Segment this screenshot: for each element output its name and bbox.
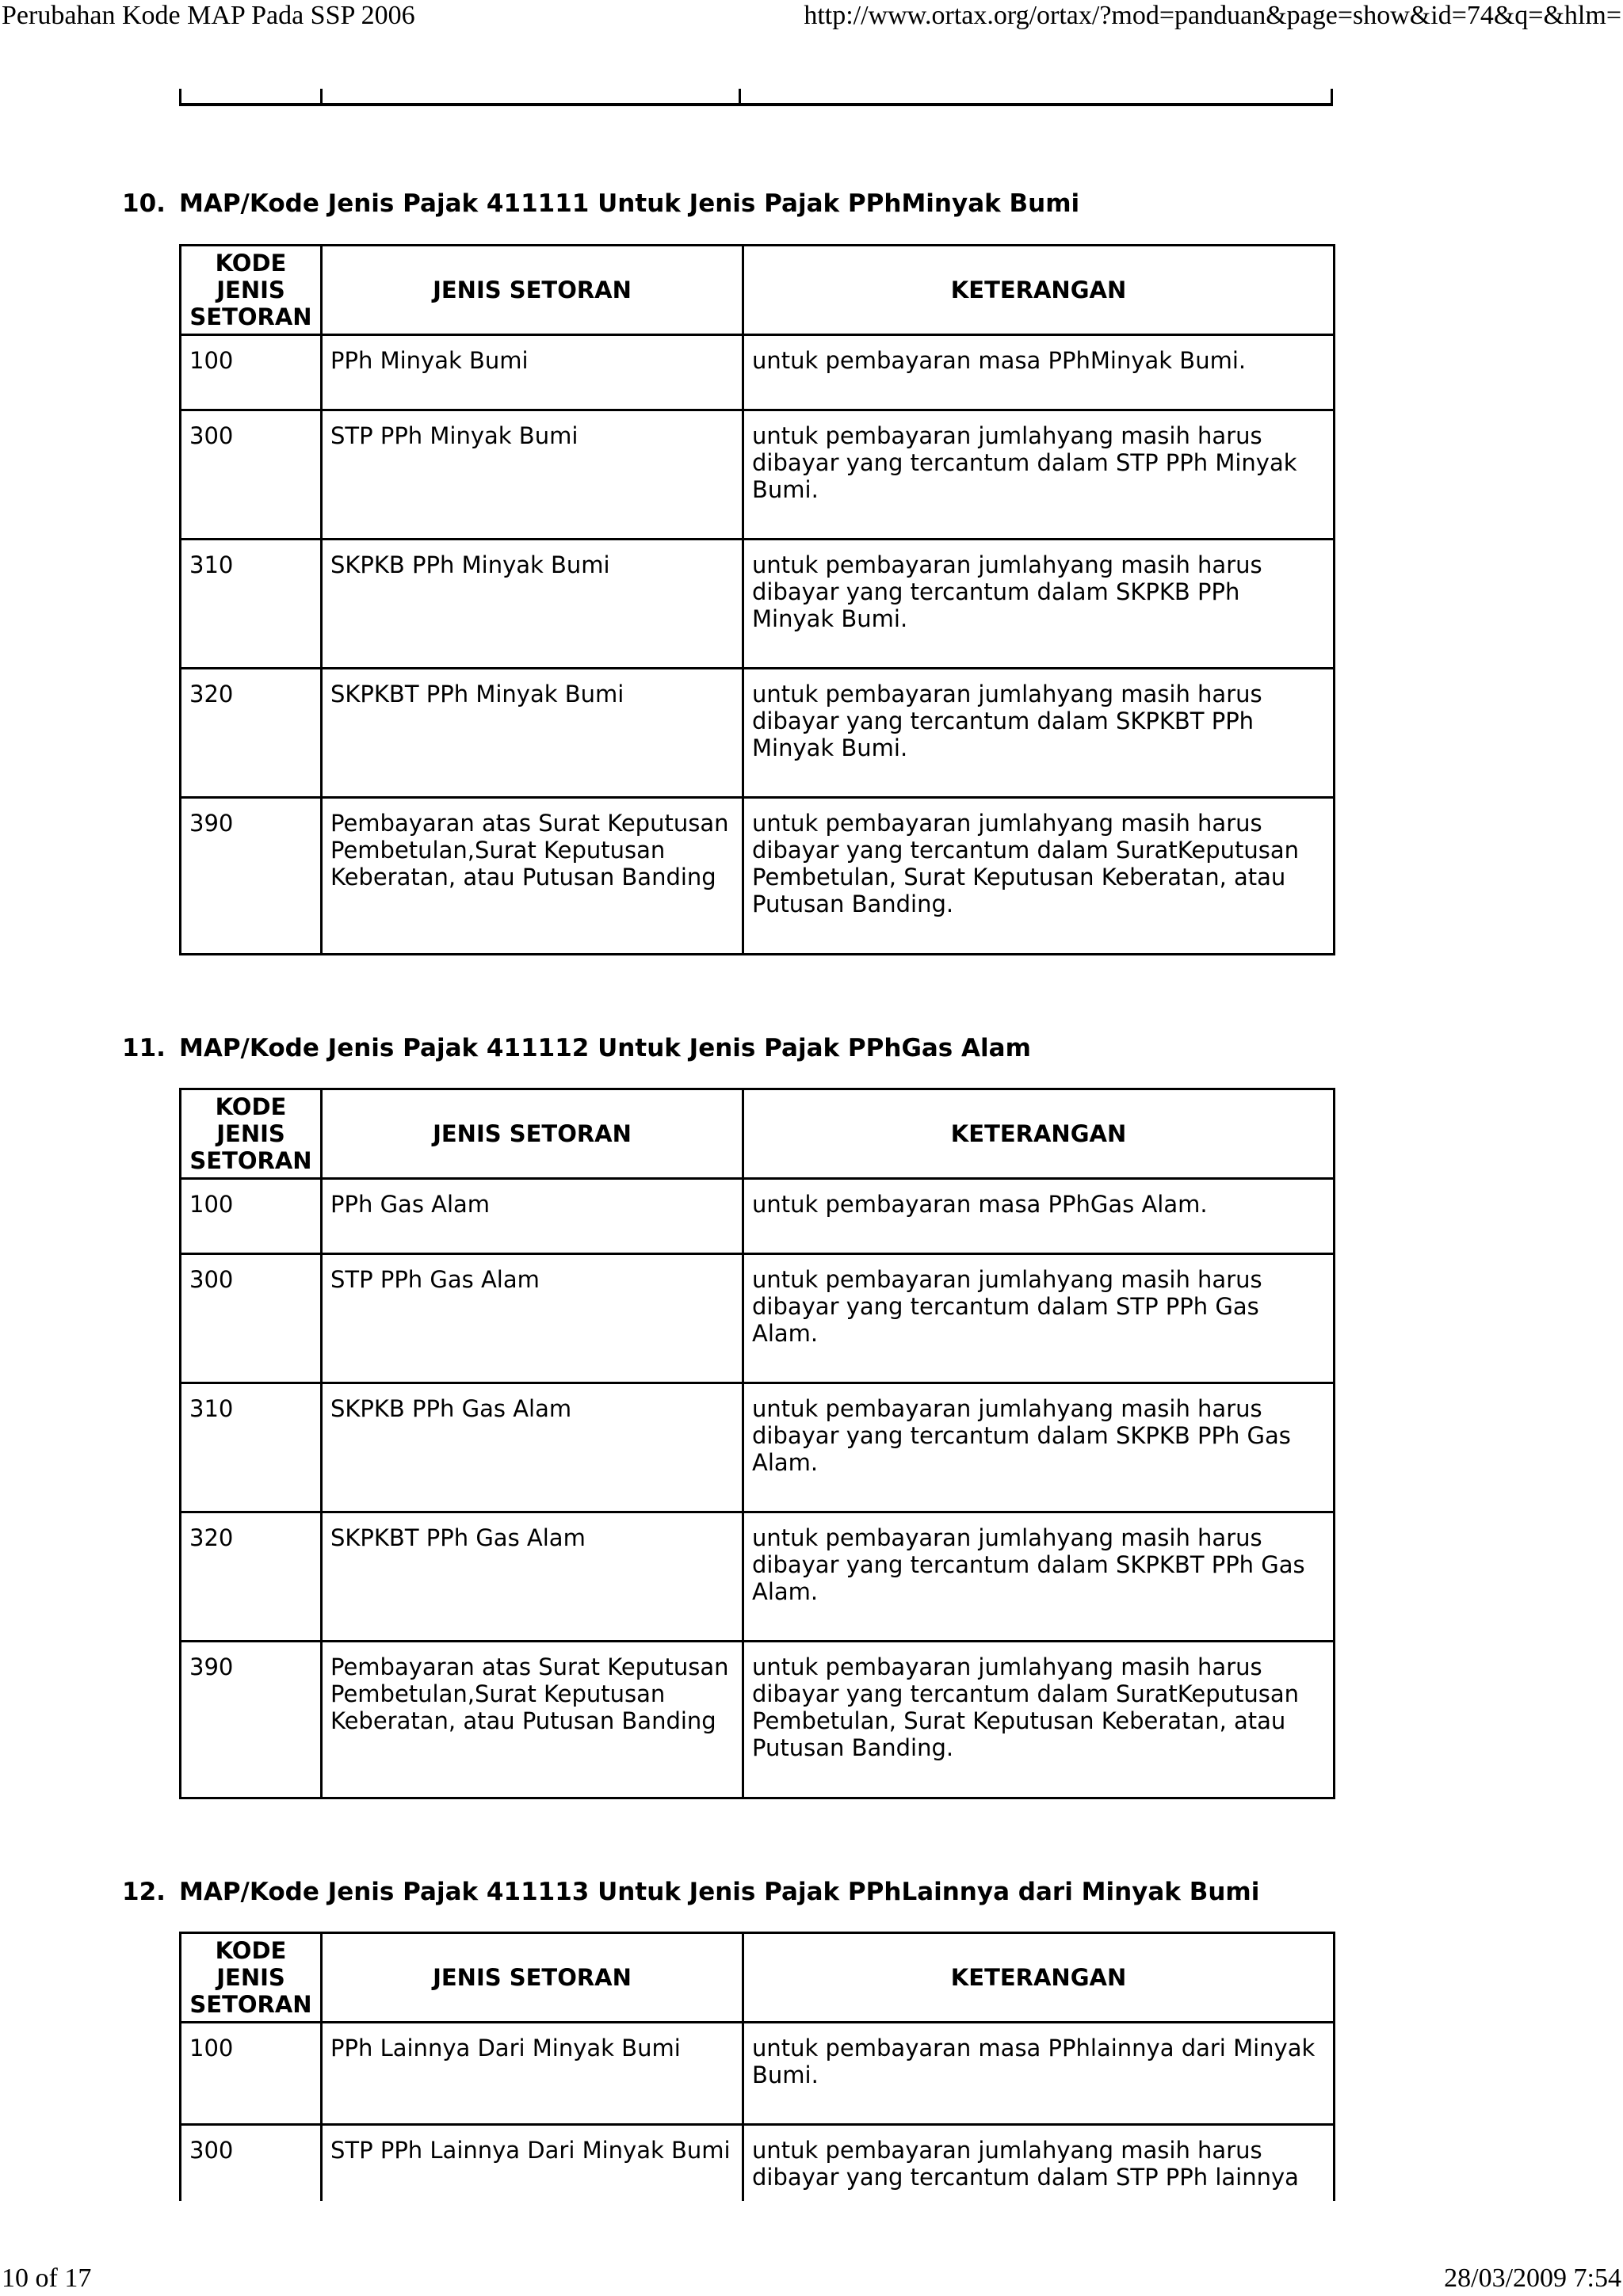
header-kode: KODE JENIS SETORAN xyxy=(181,1933,322,2023)
section-12-clip xyxy=(0,1932,1623,2201)
map-table xyxy=(179,1932,1335,2201)
section-heading xyxy=(122,188,1079,219)
cell-keterangan: untuk pembayaran jumlahyang masih harus dibayar yang tercantum dalam SKPKBT PPh Gas Alam. xyxy=(743,1512,1335,1642)
map-table xyxy=(179,1088,1335,1799)
table-row xyxy=(181,540,1335,669)
cell-kode: 100 xyxy=(181,335,322,410)
cell-jenis: STP PPh Gas Alam xyxy=(322,1254,743,1383)
header-kode: KODE JENIS SETORAN xyxy=(181,1089,322,1179)
table-row xyxy=(181,669,1335,798)
section-number: 10. xyxy=(122,189,166,218)
cell-kode: 320 xyxy=(181,1512,322,1642)
page-footer-page-number: 10 of 17 xyxy=(2,2264,92,2293)
section-title: MAP/Kode Jenis Pajak 411111 Untuk Jenis Pajak PPhMinyak Bumi xyxy=(179,189,1080,218)
cell-jenis: Pembayaran atas Surat Keputusan Pembetulan,Surat Keputusan Keberatan, atau Putusan Banding xyxy=(322,1642,743,1798)
map-table xyxy=(179,244,1335,955)
cell-kode: 320 xyxy=(181,669,322,798)
table-row xyxy=(181,335,1335,410)
section-title: MAP/Kode Jenis Pajak 411113 Untuk Jenis Pajak PPhLainnya dari Minyak Bumi xyxy=(179,1878,1260,1906)
cell-kode: 300 xyxy=(181,1254,322,1383)
cell-kode: 310 xyxy=(181,1383,322,1512)
header-kode: KODE JENIS SETORAN xyxy=(181,246,322,335)
cell-keterangan: untuk pembayaran masa PPhlainnya dari Minyak Bumi. xyxy=(743,2023,1335,2125)
cell-keterangan: untuk pembayaran jumlahyang masih harus dibayar yang tercantum dalam STP PPh lainnya xyxy=(743,2125,1335,2202)
table-row xyxy=(181,1254,1335,1383)
cell-keterangan: untuk pembayaran jumlahyang masih harus dibayar yang tercantum dalam SKPKB PPh Gas Alam. xyxy=(743,1383,1335,1512)
page-footer-datetime: 28/03/2009 7:54 xyxy=(1444,2264,1621,2293)
cell-jenis: STP PPh Minyak Bumi xyxy=(322,410,743,540)
cell-kode: 100 xyxy=(181,2023,322,2125)
page-header-title: Perubahan Kode MAP Pada SSP 2006 xyxy=(2,1,415,30)
cell-keterangan: untuk pembayaran jumlahyang masih harus dibayar yang tercantum dalam SuratKeputusan Pembetulan, Surat Keputusan Keberatan, atau Putusan Banding. xyxy=(743,1642,1335,1798)
section-heading xyxy=(122,1876,1259,1908)
section-number: 11. xyxy=(122,1034,166,1062)
header-jenis: JENIS SETORAN xyxy=(322,1933,743,2023)
page-header-url: http://www.ortax.org/ortax/?mod=panduan&page=show&id=74&q=&hlm= xyxy=(804,1,1621,30)
cell-keterangan: untuk pembayaran jumlahyang masih harus dibayar yang tercantum dalam SKPKB PPh Minyak Bumi. xyxy=(743,540,1335,669)
cell-kode: 100 xyxy=(181,1179,322,1254)
section-heading xyxy=(122,1032,1031,1064)
cell-keterangan: untuk pembayaran jumlahyang masih harus dibayar yang tercantum dalam STP PPh Gas Alam. xyxy=(743,1254,1335,1383)
cell-keterangan: untuk pembayaran jumlahyang masih harus dibayar yang tercantum dalam STP PPh Minyak Bumi. xyxy=(743,410,1335,540)
header-jenis: JENIS SETORAN xyxy=(322,1089,743,1179)
cell-kode: 300 xyxy=(181,2125,322,2202)
cell-jenis: SKPKBT PPh Minyak Bumi xyxy=(322,669,743,798)
cell-jenis: SKPKB PPh Minyak Bumi xyxy=(322,540,743,669)
header-keterangan: KETERANGAN xyxy=(743,1089,1335,1179)
cell-jenis: Pembayaran atas Surat Keputusan Pembetulan,Surat Keputusan Keberatan, atau Putusan Banding xyxy=(322,798,743,955)
header-keterangan: KETERANGAN xyxy=(743,246,1335,335)
table-row xyxy=(181,1179,1335,1254)
table-row xyxy=(181,1512,1335,1642)
table-header-row xyxy=(181,1933,1335,2023)
previous-table-remnant xyxy=(179,89,1333,106)
table-row xyxy=(181,1642,1335,1798)
table-row xyxy=(181,410,1335,540)
cell-kode: 300 xyxy=(181,410,322,540)
table-row xyxy=(181,2125,1335,2202)
cell-kode: 390 xyxy=(181,1642,322,1798)
section-title: MAP/Kode Jenis Pajak 411112 Untuk Jenis Pajak PPhGas Alam xyxy=(179,1034,1031,1062)
cell-jenis: SKPKB PPh Gas Alam xyxy=(322,1383,743,1512)
table-row xyxy=(181,2023,1335,2125)
table-row xyxy=(181,1383,1335,1512)
cell-keterangan: untuk pembayaran masa PPhGas Alam. xyxy=(743,1179,1335,1254)
cell-keterangan: untuk pembayaran jumlahyang masih harus dibayar yang tercantum dalam SKPKBT PPh Minyak Bumi. xyxy=(743,669,1335,798)
cell-jenis: STP PPh Lainnya Dari Minyak Bumi xyxy=(322,2125,743,2202)
cell-keterangan: untuk pembayaran masa PPhMinyak Bumi. xyxy=(743,335,1335,410)
cell-keterangan: untuk pembayaran jumlahyang masih harus dibayar yang tercantum dalam SuratKeputusan Pembetulan, Surat Keputusan Keberatan, atau Putusan Banding. xyxy=(743,798,1335,955)
cell-kode: 310 xyxy=(181,540,322,669)
header-keterangan: KETERANGAN xyxy=(743,1933,1335,2023)
cell-jenis: PPh Minyak Bumi xyxy=(322,335,743,410)
cell-jenis: SKPKBT PPh Gas Alam xyxy=(322,1512,743,1642)
section-number: 12. xyxy=(122,1878,166,1906)
cell-kode: 390 xyxy=(181,798,322,955)
cell-jenis: PPh Lainnya Dari Minyak Bumi xyxy=(322,2023,743,2125)
header-jenis: JENIS SETORAN xyxy=(322,246,743,335)
table-row xyxy=(181,798,1335,955)
cell-jenis: PPh Gas Alam xyxy=(322,1179,743,1254)
table-header-row xyxy=(181,246,1335,335)
table-header-row xyxy=(181,1089,1335,1179)
